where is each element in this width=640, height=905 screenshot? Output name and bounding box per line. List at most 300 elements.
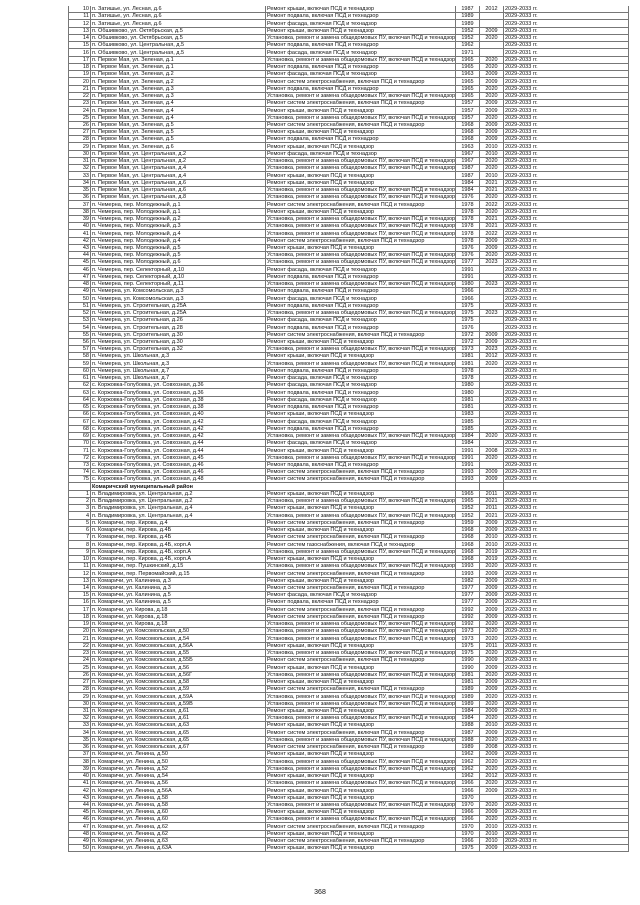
work-type-cell: Установка, ремонт и замена общедомовых ПУ, включая ПСД и технадзор [267, 281, 456, 288]
table-row [69, 432, 629, 439]
planned-period-cell: 2029-2033 гг. [504, 244, 629, 251]
work-type-cell: Ремонт систем электроснабжения, включая ПСД и технадзор [266, 823, 456, 830]
last-repair-year-cell: 2021 [480, 186, 504, 193]
planned-period-cell: 2029-2033 гг. [504, 830, 629, 837]
work-type-cell: Ремонт крыши, включая ПСД и технадзор [266, 172, 456, 179]
table-row [69, 707, 629, 714]
last-repair-year-cell: 2020 [480, 563, 504, 570]
last-repair-year-cell: 2019 [480, 548, 504, 555]
last-repair-year-cell: 2020 [480, 85, 504, 92]
commission-year-cell: 1989 [456, 13, 480, 20]
last-repair-year-cell: 2008 [480, 447, 504, 454]
work-type-cell: Ремонт крыши, включая ПСД и технадзор [266, 143, 456, 150]
planned-period-cell [504, 483, 629, 490]
row-number: 21 [69, 635, 91, 642]
commission-year-cell: 1981 [456, 360, 480, 367]
address-cell: п. Обшивково, ул. Центральная, д.5 [91, 49, 266, 56]
planned-period-cell: 2029-2033 гг. [504, 215, 629, 222]
last-repair-year-cell: 2009 [480, 657, 504, 664]
planned-period-cell: 2029-2033 гг. [504, 179, 629, 186]
row-number: 16 [69, 599, 91, 606]
last-repair-year-cell: 2009 [480, 27, 504, 34]
address-cell: п. Чемерна, ул. Комсомольская, д.3 [91, 288, 266, 295]
row-number: 30 [69, 700, 91, 707]
planned-period-cell: 2029-2033 гг. [504, 367, 629, 374]
table-row [69, 360, 629, 367]
table-row [69, 548, 629, 555]
row-number: 7 [69, 534, 91, 541]
address-cell: с. Коржовка-Голубовка, ул. Совхозная, д.45 [91, 454, 266, 461]
last-repair-year-cell: 2009 [480, 613, 504, 620]
last-repair-year-cell: 2020 [480, 432, 504, 439]
commission-year-cell: 1987 [456, 165, 480, 172]
planned-period-cell: 2029-2033 гг. [504, 635, 629, 642]
row-number: 2 [69, 497, 91, 504]
table-row [69, 346, 629, 353]
last-repair-year-cell [480, 13, 504, 20]
planned-period-cell: 2029-2033 гг. [504, 353, 629, 360]
planned-period-cell: 2029-2033 гг. [504, 56, 629, 63]
commission-year-cell: 1970 [456, 794, 480, 801]
row-number: 38 [69, 208, 91, 215]
work-type-cell: Установка, ремонт и замена общедомовых ПУ, включая ПСД и технадзор [267, 758, 456, 765]
planned-period-cell: 2029-2033 гг. [504, 628, 629, 635]
planned-period-cell: 2029-2033 гг. [504, 447, 629, 454]
last-repair-year-cell: 2023 [480, 309, 504, 316]
commission-year-cell: 1991 [456, 447, 480, 454]
address-cell: п. Комаричи, ул. Ленина, д.62 [91, 830, 266, 837]
commission-year-cell: 1989 [456, 20, 480, 27]
table-row [69, 63, 629, 70]
planned-period-cell: 2029-2033 гг. [504, 780, 629, 787]
work-type-cell: Ремонт систем электроснабжения, включая ПСД и технадзор [266, 584, 456, 591]
planned-period-cell: 2029-2033 гг. [504, 266, 629, 273]
row-number: 43 [69, 794, 91, 801]
table-row [69, 34, 629, 41]
address-cell: п. Чемерна, пер. Молодежный, д.5 [91, 251, 266, 258]
planned-period-cell: 2029-2033 гг. [504, 418, 629, 425]
commission-year-cell: 1957 [456, 100, 480, 107]
last-repair-year-cell: 2012 [480, 353, 504, 360]
commission-year-cell: 1965 [456, 78, 480, 85]
table-row [69, 382, 629, 389]
planned-period-cell: 2029-2033 гг. [504, 657, 629, 664]
work-type-cell: Ремонт систем электроснабжения, включая ПСД и технадзор [266, 100, 456, 107]
address-cell: п. Комаричи, ул. Комсомольская, д.61 [91, 714, 266, 721]
address-cell: с. Коржовка-Голубовка, ул. Совхозная, д.36 [91, 382, 266, 389]
planned-period-cell: 2029-2033 гг. [504, 570, 629, 577]
commission-year-cell: 1963 [456, 71, 480, 78]
work-type-cell: Установка, ремонт и замена общедомовых ПУ, включая ПСД и технадзор [267, 780, 456, 787]
commission-year-cell: 1966 [456, 816, 480, 823]
address-cell: с. Коржовка-Голубовка, ул. Совхозная, д.42 [91, 418, 266, 425]
page-number: 368 [314, 889, 326, 896]
section-header-row [69, 483, 629, 490]
commission-year-cell: 1991 [456, 273, 480, 280]
work-type-cell: Ремонт крыши, включая ПСД и технадзор [266, 244, 456, 251]
address-cell: с. Коржовка-Голубовка, ул. Совхозная, д.36 [91, 389, 266, 396]
commission-year-cell: 1984 [456, 714, 480, 721]
row-number: 47 [69, 273, 91, 280]
commission-year-cell: 1989 [456, 686, 480, 693]
commission-year-cell: 1983 [456, 411, 480, 418]
planned-period-cell: 2029-2033 гг. [504, 700, 629, 707]
table-row [69, 259, 629, 266]
commission-year-cell: 1993 [456, 563, 480, 570]
work-type-cell: Ремонт фасада, включая ПСД и технадзор [266, 418, 456, 425]
last-repair-year-cell: 2008 [480, 743, 504, 750]
row-number: 68 [69, 425, 91, 432]
table-row [69, 801, 629, 808]
commission-year-cell: 1957 [456, 114, 480, 121]
last-repair-year-cell: 2020 [480, 758, 504, 765]
last-repair-year-cell: 2009 [480, 686, 504, 693]
commission-year-cell: 1972 [456, 331, 480, 338]
commission-year-cell: 1978 [456, 237, 480, 244]
row-number: 49 [69, 288, 91, 295]
row-number: 72 [69, 454, 91, 461]
commission-year-cell: 1962 [456, 42, 480, 49]
address-cell: п. Чемерна, пер. Молодежный, д.6 [91, 259, 266, 266]
last-repair-year-cell [480, 317, 504, 324]
address-cell: п. Комаричи, ул. Ленина, д.50 [91, 751, 266, 758]
row-number: 59 [69, 360, 91, 367]
work-type-cell: Ремонт систем электроснабжения, включая ПСД и технадзор [266, 534, 456, 541]
row-number: 22 [69, 642, 91, 649]
table-row [69, 288, 629, 295]
address-cell: с. Коржовка-Голубовка, ул. Совхозная, д.42 [91, 432, 266, 439]
row-number: 74 [69, 469, 91, 476]
planned-period-cell: 2029-2033 гг. [504, 743, 629, 750]
planned-period-cell: 2029-2033 гг. [504, 664, 629, 671]
last-repair-year-cell: 2019 [480, 555, 504, 562]
table-row [69, 100, 629, 107]
commission-year-cell: 1968 [456, 121, 480, 128]
address-cell: п. Комаричи, пер. Кирова, д.4Б, корп.А [91, 555, 266, 562]
address-cell: п. Комаричи, ул. Ленина, д.56 [91, 780, 266, 787]
row-number: 32 [69, 714, 91, 721]
planned-period-cell: 2029-2033 гг. [504, 714, 629, 721]
table-row [69, 157, 629, 164]
planned-period-cell: 2029-2033 гг. [504, 280, 629, 287]
planned-period-cell: 2029-2033 гг. [504, 454, 629, 461]
row-number: 62 [69, 382, 91, 389]
work-type-cell: Установка, ремонт и замена общедомовых ПУ, включая ПСД и технадзор [267, 259, 456, 266]
table-row [69, 353, 629, 360]
table-body [69, 6, 629, 852]
commission-year-cell: 1965 [456, 490, 480, 497]
table-row [69, 497, 629, 504]
last-repair-year-cell: 2010 [480, 830, 504, 837]
commission-year-cell: 1952 [456, 34, 480, 41]
row-number: 20 [69, 628, 91, 635]
work-type-cell: Ремонт подвала, включая ПСД и технадзор [266, 288, 456, 295]
work-type-cell: Ремонт подвала, включая ПСД и технадзор [266, 273, 456, 280]
row-number: 26 [69, 671, 91, 678]
planned-period-cell: 2029-2033 гг. [504, 194, 629, 201]
last-repair-year-cell: 2009 [480, 577, 504, 584]
table-row [69, 295, 629, 302]
table-row [69, 794, 629, 801]
last-repair-year-cell: 2023 [480, 259, 504, 266]
row-number: 9 [69, 548, 91, 555]
last-repair-year-cell: 2020 [480, 165, 504, 172]
address-cell: п. Чемерна, ул. Строительная, д.30 [91, 331, 266, 338]
row-number: 12 [69, 20, 91, 27]
commission-year-cell: 1978 [456, 374, 480, 381]
last-repair-year-cell: 2009 [480, 331, 504, 338]
last-repair-year-cell: 2009 [480, 338, 504, 345]
last-repair-year-cell: 2009 [480, 591, 504, 598]
table-row [69, 201, 629, 208]
work-type-cell: Ремонт крыши, включая ПСД и технадзор [266, 751, 456, 758]
address-cell: п. Комаричи, ул. Кирова, д.18 [91, 606, 266, 613]
table-row [69, 671, 629, 678]
work-type-cell: Ремонт фасада, включая ПСД и технадзор [266, 591, 456, 598]
address-cell: п. Первое Мая, ул. Зеленая, д.1 [91, 56, 266, 63]
address-cell: п. Первое Мая, ул. Зеленая, д.4 [91, 114, 266, 121]
last-repair-year-cell: 2009 [480, 599, 504, 606]
work-type-cell: Установка, ремонт и замена общедомовых ПУ, включая ПСД и технадзор [267, 736, 456, 743]
work-type-cell: Ремонт крыши, включая ПСД и технадзор [266, 707, 456, 714]
last-repair-year-cell [480, 324, 504, 331]
commission-year-cell: 1973 [456, 628, 480, 635]
row-number: 19 [69, 620, 91, 627]
table-row [69, 208, 629, 215]
table-row [69, 447, 629, 454]
commission-year-cell: 1968 [456, 128, 480, 135]
address-cell: п. Первое Мая, ул. Центральная, д.2 [91, 157, 266, 164]
planned-period-cell: 2029-2033 гг. [504, 555, 629, 562]
table-row [69, 230, 629, 237]
commission-year-cell: 1976 [456, 194, 480, 201]
address-cell: п. Комаричи, ул. Комсомольская, д.56 [91, 664, 266, 671]
work-type-cell: Ремонт фасада, включая ПСД и технадзор [266, 150, 456, 157]
planned-period-cell: 2029-2033 гг. [504, 34, 629, 41]
table-row [69, 476, 629, 483]
planned-period-cell: 2029-2033 гг. [504, 794, 629, 801]
row-number: 65 [69, 403, 91, 410]
table-row [69, 172, 629, 179]
commission-year-cell: 1971 [456, 49, 480, 56]
row-number: 35 [69, 186, 91, 193]
commission-year-cell: 1981 [456, 671, 480, 678]
address-cell: п. Комаричи, ул. Комсомольская, д.61 [91, 707, 266, 714]
address-cell: п. Комаричи, пер. Кирова, д.4Б [91, 534, 266, 541]
planned-period-cell: 2029-2033 гг. [504, 425, 629, 432]
commission-year-cell: 1992 [456, 620, 480, 627]
table-row [69, 751, 629, 758]
commission-year-cell: 1952 [456, 512, 480, 519]
address-cell: с. Коржовка-Голубовка, ул. Совхозная, д.38 [91, 403, 266, 410]
planned-period-cell: 2029-2033 гг. [504, 548, 629, 555]
address-cell: п. Первое Мая, ул. Центральная, д.4 [91, 165, 266, 172]
table-row [69, 519, 629, 526]
address-cell: п. Первое Мая, ул. Зеленая, д.5 [91, 136, 266, 143]
commission-year-cell: 1991 [456, 454, 480, 461]
last-repair-year-cell: 2020 [480, 157, 504, 164]
last-repair-year-cell: 2010 [480, 823, 504, 830]
commission-year-cell: 1976 [456, 251, 480, 258]
commission-year-cell: 1987 [456, 172, 480, 179]
work-type-cell: Установка, ремонт и замена общедомовых ПУ, включая ПСД и технадзор [267, 498, 456, 505]
planned-period-cell: 2029-2033 гг. [504, 172, 629, 179]
commission-year-cell [456, 483, 480, 490]
planned-period-cell: 2029-2033 гг. [504, 649, 629, 656]
address-cell: п. Чемерна, ул. Школьная, д.7 [91, 374, 266, 381]
table-row [69, 591, 629, 598]
commission-year-cell: 1980 [456, 389, 480, 396]
address-cell: п. Затишье, ул. Лесная, д.6 [91, 6, 266, 13]
commission-year-cell: 1968 [456, 555, 480, 562]
table-row [69, 194, 629, 201]
planned-period-cell: 2029-2033 гг. [504, 382, 629, 389]
row-number: 48 [69, 280, 91, 287]
last-repair-year-cell: 2023 [480, 280, 504, 287]
last-repair-year-cell [480, 273, 504, 280]
row-number: 36 [69, 194, 91, 201]
work-type-cell: Установка, ремонт и замена общедомовых ПУ, включая ПСД и технадзор [267, 346, 456, 353]
row-number: 42 [69, 237, 91, 244]
work-type-cell: Ремонт систем электроснабжения, включая ПСД и технадзор [266, 837, 456, 844]
planned-period-cell: 2029-2033 гг. [504, 78, 629, 85]
commission-year-cell: 1970 [456, 830, 480, 837]
row-number: 49 [69, 837, 91, 844]
work-type-cell: Установка, ремонт и замена общедомовых ПУ, включая ПСД и технадзор [267, 230, 456, 237]
planned-period-cell: 2029-2033 гг. [504, 201, 629, 208]
last-repair-year-cell: 2020 [480, 635, 504, 642]
commission-year-cell: 1984 [456, 707, 480, 714]
planned-period-cell: 2029-2033 гг. [504, 461, 629, 468]
table-row [69, 620, 629, 627]
row-number: 12 [69, 570, 91, 577]
row-number: 11 [69, 13, 91, 20]
work-type-cell: Ремонт крыши, включая ПСД и технадзор [266, 526, 456, 533]
address-cell: п. Комаричи, ул. Калинина, д.5 [91, 591, 266, 598]
work-type-cell: Ремонт подвала, включая ПСД и технадзор [266, 85, 456, 92]
last-repair-year-cell [480, 367, 504, 374]
work-type-cell: Ремонт крыши, включая ПСД и технадзор [266, 411, 456, 418]
commission-year-cell: 1987 [456, 729, 480, 736]
address-cell: с. Коржовка-Голубовка, ул. Совхозная, д.44 [91, 440, 266, 447]
work-type-cell: Ремонт подвала, включая ПСД и технадзор [266, 63, 456, 70]
row-number: 19 [69, 71, 91, 78]
row-number: 13 [69, 577, 91, 584]
last-repair-year-cell [480, 396, 504, 403]
work-type-cell: Ремонт крыши, включая ПСД и технадзор [266, 794, 456, 801]
commission-year-cell: 1993 [456, 570, 480, 577]
row-number: 40 [69, 223, 91, 230]
planned-period-cell: 2029-2033 гг. [504, 230, 629, 237]
address-cell: п. Комаричи, ул. Комсомольская, д.59А [91, 693, 266, 700]
planned-period-cell: 2029-2033 гг. [504, 678, 629, 685]
commission-year-cell: 1966 [456, 288, 480, 295]
work-type-cell: Ремонт фасада, включая ПСД и технадзор [266, 317, 456, 324]
table-row [69, 469, 629, 476]
commission-year-cell: 1966 [456, 837, 480, 844]
last-repair-year-cell: 2010 [480, 722, 504, 729]
row-number: 55 [69, 331, 91, 338]
last-repair-year-cell [480, 461, 504, 468]
address-cell: Комаричский муниципальный район [91, 483, 266, 490]
commission-year-cell: 1988 [456, 722, 480, 729]
address-cell: п. Первое Мая, ул. Центральная, д.6 [91, 186, 266, 193]
table-row [69, 837, 629, 844]
address-cell: с. Коржовка-Голубовка, ул. Совхозная, д.48 [91, 476, 266, 483]
work-type-cell: Ремонт подвала, включая ПСД и технадзор [266, 389, 456, 396]
table-row [69, 114, 629, 121]
planned-period-cell: 2029-2033 гг. [504, 809, 629, 816]
planned-period-cell: 2029-2033 гг. [504, 613, 629, 620]
work-type-cell: Установка, ремонт и замена общедомовых ПУ, включая ПСД и технадзор [267, 693, 456, 700]
commission-year-cell: 1965 [456, 63, 480, 70]
last-repair-year-cell: 2009 [480, 244, 504, 251]
commission-year-cell: 1975 [456, 317, 480, 324]
work-type-cell: Установка, ремонт и замена общедомовых ПУ, включая ПСД и технадзор [267, 816, 456, 823]
planned-period-cell: 2029-2033 гг. [504, 295, 629, 302]
table-row [69, 309, 629, 316]
address-cell: п. Обшивково, ул. Октябрьская, д.5 [91, 34, 266, 41]
row-number: 23 [69, 100, 91, 107]
last-repair-year-cell: 2022 [480, 201, 504, 208]
commission-year-cell: 1970 [456, 801, 480, 808]
work-type-cell: Ремонт подвала, включая ПСД и технадзор [266, 302, 456, 309]
table-row [69, 418, 629, 425]
work-type-cell: Ремонт фасада, включая ПСД и технадзор [266, 49, 456, 56]
commission-year-cell: 1975 [456, 649, 480, 656]
commission-year-cell: 1962 [456, 758, 480, 765]
commission-year-cell: 1977 [456, 591, 480, 598]
address-cell: с. Коржовка-Голубовка, ул. Совхозная, д.38 [91, 396, 266, 403]
row-number: 44 [69, 251, 91, 258]
table-row [69, 237, 629, 244]
planned-period-cell: 2029-2033 гг. [504, 107, 629, 114]
planned-period-cell: 2029-2033 гг. [504, 157, 629, 164]
last-repair-year-cell: 2009 [480, 476, 504, 483]
table-row [69, 657, 629, 664]
work-type-cell: Ремонт систем электроснабжения, включая ПСД и технадзор [266, 469, 456, 476]
planned-period-cell: 2029-2033 гг. [504, 331, 629, 338]
work-type-cell: Установка, ремонт и замена общедомовых ПУ, включая ПСД и технадзор [267, 194, 456, 201]
commission-year-cell: 1991 [456, 461, 480, 468]
planned-period-cell: 2029-2033 гг. [504, 736, 629, 743]
row-number: 52 [69, 309, 91, 316]
work-type-cell: Ремонт фасада, включая ПСД и технадзор [266, 295, 456, 302]
commission-year-cell: 1970 [456, 823, 480, 830]
address-cell: п. Чемерна, ул. Строительная, д.26 [91, 317, 266, 324]
address-cell: п. Чемерна, ул. Строительная, д.28 [91, 324, 266, 331]
work-type-cell: Установка, ремонт и замена общедомовых ПУ, включая ПСД и технадзор [267, 454, 456, 461]
address-cell: п. Владимировка, ул. Центральная, д.2 [91, 497, 266, 504]
planned-period-cell: 2029-2033 гг. [504, 512, 629, 519]
row-number: 4 [69, 512, 91, 519]
table-row [69, 722, 629, 729]
work-type-cell: Ремонт крыши, включая ПСД и технадзор [266, 447, 456, 454]
commission-year-cell: 1959 [456, 519, 480, 526]
address-cell: п. Чемерна, ул. Комсомольская, д.3 [91, 295, 266, 302]
commission-year-cell: 1965 [456, 56, 480, 63]
commission-year-cell: 1993 [456, 476, 480, 483]
last-repair-year-cell: 2020 [480, 92, 504, 99]
last-repair-year-cell: 2009 [480, 845, 504, 852]
commission-year-cell: 1982 [456, 577, 480, 584]
row-number: 37 [69, 751, 91, 758]
work-type-cell: Установка, ремонт и замена общедомовых ПУ, включая ПСД и технадзор [267, 548, 456, 555]
last-repair-year-cell [480, 440, 504, 447]
last-repair-year-cell: 2022 [480, 230, 504, 237]
last-repair-year-cell: 2020 [480, 34, 504, 41]
planned-period-cell: 2029-2033 гг. [504, 432, 629, 439]
